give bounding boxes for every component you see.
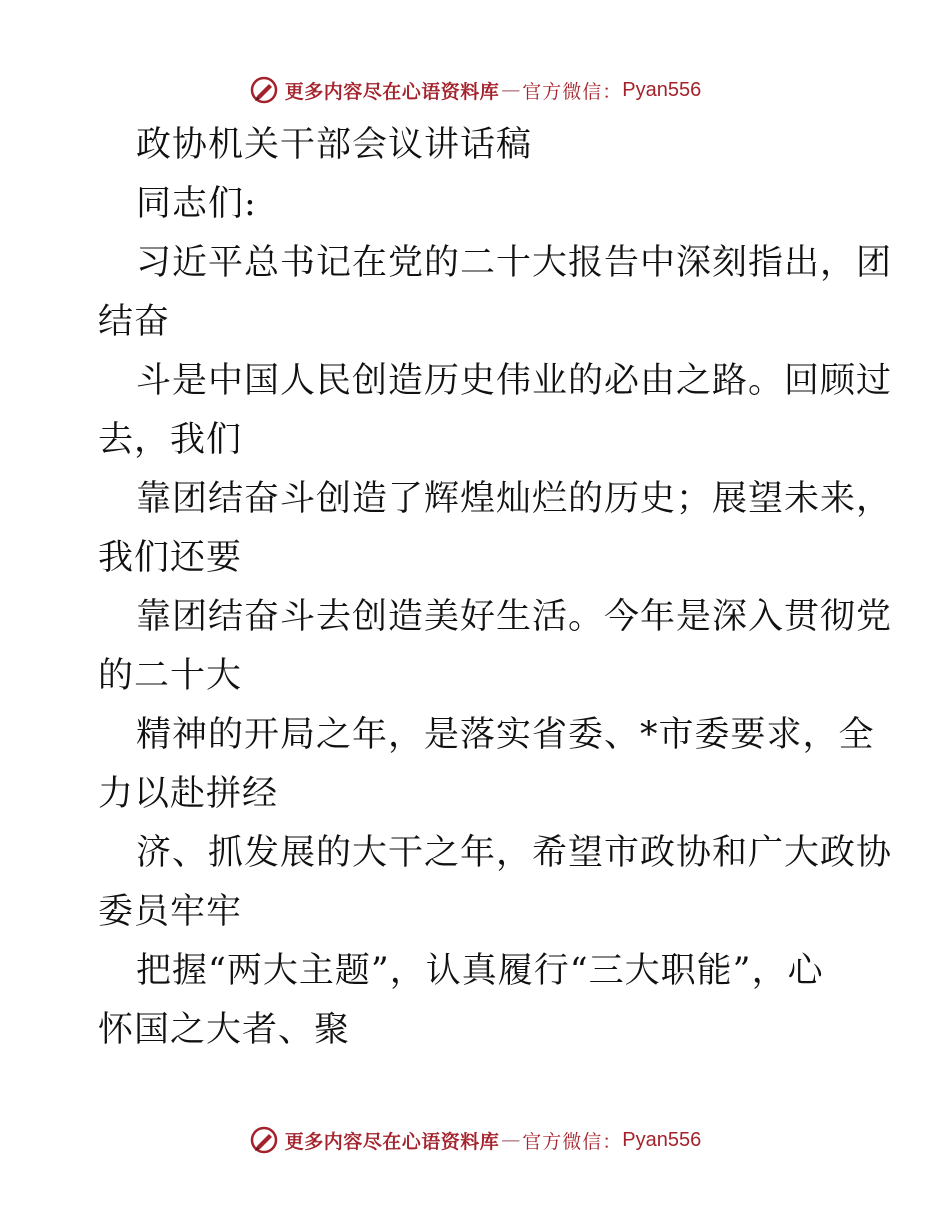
document-title: 政协机关干部会议讲话稿 <box>136 125 533 165</box>
banner-wechat-id: Pyan556 <box>622 1128 702 1151</box>
pen-logo-icon <box>249 75 279 105</box>
text-line: 习近平总书记在党的二十大报告中深刻指出，团 <box>136 243 893 283</box>
document-body <box>98 116 893 1060</box>
banner-official-label: 官方微信： <box>522 80 623 103</box>
text-line: 怀国之大者、聚 <box>98 1010 351 1050</box>
salutation: 同志们: <box>136 184 257 224</box>
pen-logo-icon <box>249 1125 279 1155</box>
footer-banner[interactable] <box>0 1120 950 1160</box>
banner-main-text: 更多内容尽在心语资料库 <box>284 80 500 103</box>
text-line: 委员牢牢 <box>98 892 243 932</box>
banner-dash: — <box>501 79 521 101</box>
text-line: 把握“两大主题”，认真履行“三大职能”，心 <box>136 951 824 991</box>
banner-wechat-id: Pyan556 <box>622 78 702 101</box>
text-line: 精神的开局之年，是落实省委、*市委要求，全 <box>136 715 875 755</box>
banner-main-text: 更多内容尽在心语资料库 <box>284 1130 500 1153</box>
text-line: 斗是中国人民创造历史伟业的必由之路。回顾过 <box>136 361 893 401</box>
text-line: 力以赴拼经 <box>98 774 279 814</box>
banner-dash: — <box>501 1129 521 1151</box>
text-line: 靠团结奋斗去创造美好生活。今年是深入贯彻党 <box>136 597 893 637</box>
text-line: 结奋 <box>98 302 171 342</box>
header-banner[interactable] <box>0 70 950 110</box>
text-line: 靠团结奋斗创造了辉煌灿烂的历史；展望未来， <box>136 479 893 519</box>
text-line: 我们还要 <box>98 538 243 578</box>
text-line: 济、抓发展的大干之年，希望市政协和广大政协 <box>136 833 893 873</box>
text-line: 去，我们 <box>98 420 243 460</box>
banner-official-label: 官方微信： <box>522 1130 623 1153</box>
text-line: 的二十大 <box>98 656 243 696</box>
